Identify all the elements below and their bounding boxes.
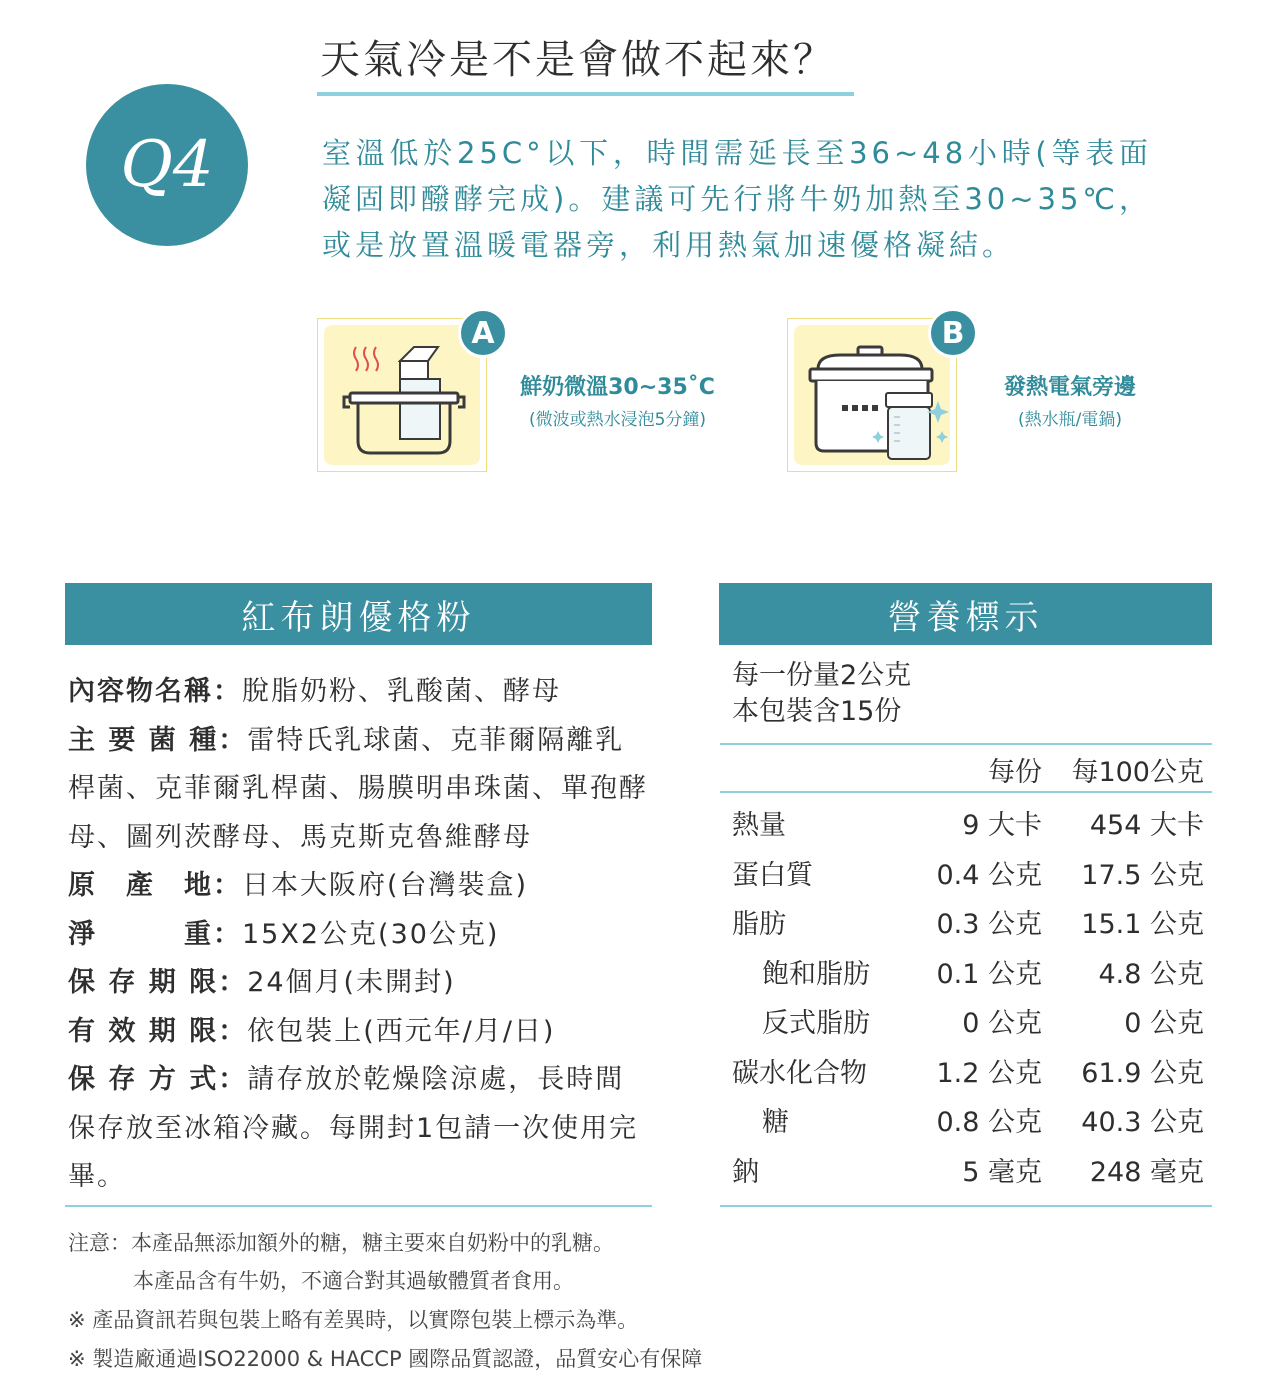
serving-info [732,658,911,730]
info-row-storage: 保 存 方 式：請存放於乾燥陰涼處，長時間保存放至冰箱冷藏。每開封1包請一次使用完畢。 [68,1064,639,1192]
nutrition-rule-mid [720,791,1212,793]
nutrient-per-serving: 0.1 公克 [936,958,1042,990]
info-row-shelf-life: 保 存 期 限：24個月(未開封) [68,967,456,998]
col-per-100g: 每100公克 [1071,757,1204,788]
info-row-weight: 淨 重：15X2公克(30公克) [68,918,500,950]
info-row-origin: 原 產 地：日本大阪府(台灣裝盒) [68,870,529,901]
milk-pot-icon [338,339,478,459]
tip-a-title: 鮮奶微溫30~35˚C [520,375,715,400]
note-1: 注意：本產品無添加額外的糖，糖主要來自奶粉中的乳糖。 [68,1231,614,1255]
nutrient-name: 脂肪 [732,909,786,940]
faq-answer: 室溫低於25C°以下，時間需延長至36~48小時(等表面凝固即醱酵完成)。建議可先行將牛奶加熱至30~35℃，或是放置溫暖電器旁，利用熱氣加速優格凝結。 [322,136,1152,262]
tip-b-subtitle: (熱水瓶/電鍋) [1018,410,1122,430]
note-4: ※ 製造廠通過ISO22000 & HACCP 國際品質認證，品質安心有保障 [68,1347,703,1371]
nutrient-name: 飽和脂肪 [762,958,870,990]
nutrition-row [720,902,1210,942]
col-per-serving: 每份 [988,757,1042,788]
nutrient-per-100g: 61.9 公克 [1081,1057,1204,1089]
tip-b-title: 發熱電氣旁邊 [1003,375,1136,400]
nutrient-per-100g: 15.1 公克 [1081,909,1204,940]
q4-badge: Q4 [86,84,248,246]
nutrient-name: 鈉 [732,1156,759,1188]
nutrient-name: 熱量 [732,810,786,841]
serving-size: 每一份量2公克 [732,660,912,691]
nutrition-rule-top [720,743,1212,745]
faq-question: 天氣冷是不是會做不起來？ [320,37,836,83]
nutrition-row [720,803,1210,843]
nutrient-per-serving: 0.4 公克 [936,859,1042,891]
nutrition-row [720,952,1210,992]
info-row-strains: 主 要 菌 種：雷特氏乳球菌、克菲爾隔離乳桿菌、克菲爾乳桿菌、腸膜明串珠菌、單孢酵母、圖列茨酵母、馬克斯克魯維酵母 [68,724,648,853]
nutrient-per-100g: 248 毫克 [1089,1156,1204,1188]
nutrient-per-100g: 0 公克 [1124,1008,1204,1039]
nutrient-name: 碳水化合物 [732,1057,867,1089]
tip-a-subtitle: (微波或熱水浸泡5分鐘) [528,410,707,430]
nutrient-name: 蛋白質 [732,859,813,891]
nutrient-name: 糖 [762,1107,789,1138]
nutrition-row [720,1051,1210,1091]
nutrient-per-serving: 1.2 公克 [936,1057,1042,1089]
servings-per-package: 本包裝含15份 [732,696,902,727]
nutrient-per-serving: 0.3 公克 [936,909,1042,940]
nutrition-row [720,1001,1210,1041]
note-2: 本產品含有牛奶，不適合對其過敏體質者食用。 [133,1269,574,1293]
nutrient-per-serving: 0.8 公克 [936,1107,1042,1138]
nutrient-per-serving: 9 大卡 [962,810,1042,841]
nutrition-header: 營養標示 [719,583,1212,645]
product-header: 紅布朗優格粉 [65,583,652,645]
nutrient-per-100g: 40.3 公克 [1081,1107,1204,1138]
tip-b-badge: B [928,308,978,358]
product-bottom-rule [65,1205,652,1207]
info-row-expiry: 有 效 期 限：依包裝上(西元年/月/日) [68,1015,556,1047]
nutrient-per-serving: 5 毫克 [962,1156,1042,1188]
info-row-ingredients: 內容物名稱：脫脂奶粉、乳酸菌、酵母 [68,676,561,707]
nutrient-per-100g: 454 大卡 [1089,810,1204,841]
nutrient-name: 反式脂肪 [762,1008,870,1039]
nutrient-per-100g: 4.8 公克 [1098,958,1204,990]
nutrition-bottom-rule [720,1205,1212,1207]
nutrient-per-100g: 17.5 公克 [1081,859,1204,891]
nutrition-column-headers [720,750,1210,790]
nutrition-row [720,1100,1210,1140]
nutrient-per-serving: 0 公克 [962,1008,1042,1039]
question-underline [317,92,854,96]
note-3: ※ 產品資訊若與包裝上略有差異時，以實際包裝上標示為準。 [68,1308,639,1332]
rice-cooker-jar-icon [800,339,950,465]
nutrition-row [720,1150,1210,1190]
nutrition-row [720,853,1210,893]
tip-a-badge: A [458,308,508,358]
product-info [68,668,653,1202]
